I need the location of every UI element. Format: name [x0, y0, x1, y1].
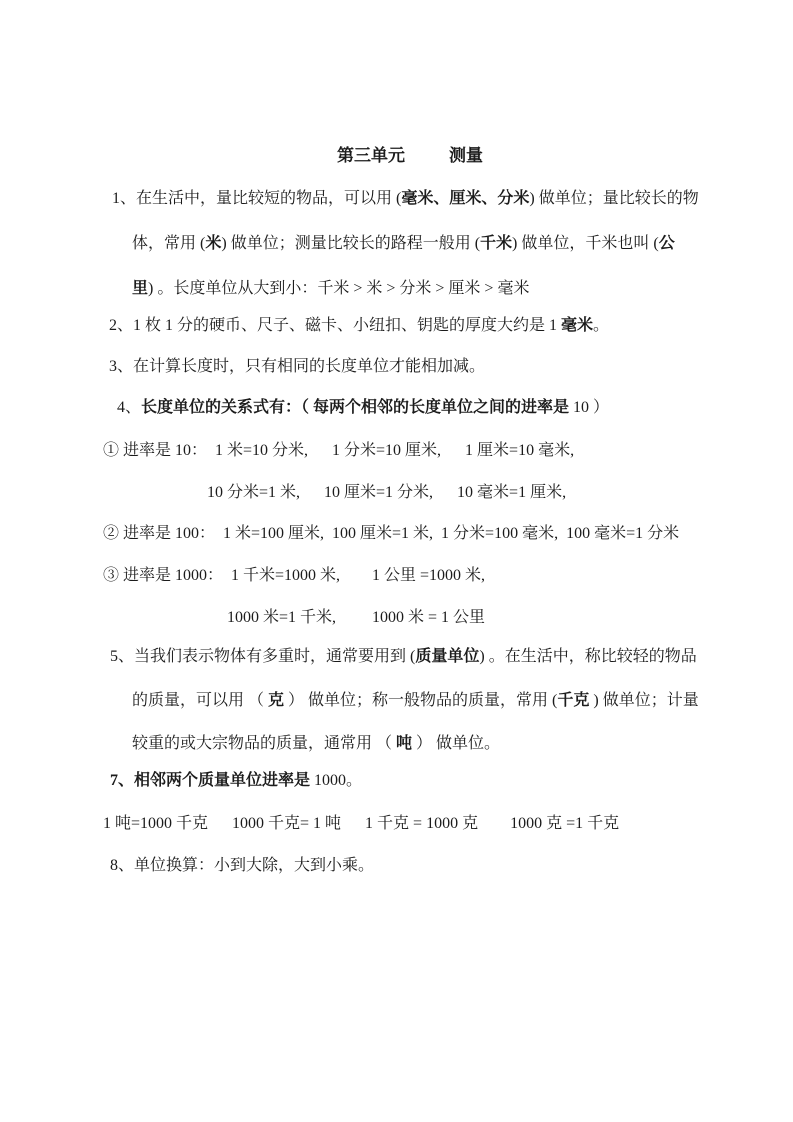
- page-title-unit: 第三单元: [337, 146, 405, 165]
- text-segment: ) 。在生活中，称比较轻的物品: [479, 648, 697, 665]
- text-segment: ) 做单位；量比较长的物: [529, 190, 699, 207]
- text-segment: ① 进率是 10： 1 米=10 分米, 1 分米=10 厘米, 1 厘米=10 毫米,: [103, 442, 575, 459]
- page-title-subject: 测量: [449, 146, 483, 165]
- text-segment: 10 ）: [573, 399, 610, 416]
- text-segment: ) 做单位，千米也叫 (: [512, 235, 659, 252]
- line-item1-part2: [132, 234, 675, 254]
- text-segment-bold: 里: [132, 280, 149, 297]
- text-segment: 3、在计算长度时，只有相同的长度单位才能相加减。: [109, 358, 486, 375]
- text-segment: 。: [593, 317, 610, 334]
- line-item4: [117, 398, 609, 418]
- text-segment: ③ 进率是 1000： 1 千米=1000 米, 1 公里 =1000 米,: [103, 567, 486, 584]
- text-segment: ② 进率是 100： 1 米=100 厘米, 100 厘米=1 米, 1 分米=100 毫米, 100 毫米=1 分米: [103, 525, 680, 542]
- text-segment: ） 做单位；称一般物品的质量，常用 (: [284, 692, 558, 709]
- text-segment-bold: 公: [658, 235, 675, 252]
- text-segment: 4、: [117, 399, 142, 416]
- text-segment-bold: 毫米、厘米、分米: [401, 190, 530, 207]
- line-item5-part1: [110, 647, 697, 667]
- text-segment: 2、1 枚 1 分的硬币、尺子、磁卡、小纽扣、钥匙的厚度大约是 1: [109, 317, 562, 334]
- text-segment: 10 分米=1 米, 10 厘米=1 分米, 10 毫米=1 厘米,: [207, 484, 567, 501]
- text-segment-bold: 吨: [396, 735, 413, 752]
- text-segment-bold: 千米: [480, 235, 513, 252]
- text-segment: ） 做单位。: [412, 735, 501, 752]
- line-item5-part3: [132, 734, 500, 754]
- text-segment: ) 做单位；测量比较长的路程一般用 (: [221, 235, 481, 252]
- line-item7: [110, 771, 362, 791]
- line-rate1000-part2: [227, 608, 485, 628]
- line-mass-conversions: [103, 814, 619, 834]
- line-item1-part1: [112, 189, 699, 209]
- text-segment-bold: 千克: [557, 692, 590, 709]
- line-item1-part3: [132, 279, 529, 299]
- line-rate100: [103, 524, 679, 544]
- text-segment-bold: 质量单位: [415, 648, 480, 665]
- text-segment-bold: 克: [268, 692, 285, 709]
- text-segment-bold: 长度单位的关系式有：（ 每两个相邻的长度单位之间的进率是: [141, 399, 574, 416]
- line-rate1000-part1: [103, 566, 485, 586]
- text-segment: 体，常用 (: [132, 235, 206, 252]
- line-item5-part2: [132, 691, 699, 711]
- text-segment: ) 做单位；计量: [589, 692, 699, 709]
- text-segment: 5、当我们表示物体有多重时，通常要用到 (: [110, 648, 416, 665]
- text-segment: 较重的或大宗物品的质量，通常用 （: [132, 735, 397, 752]
- text-segment: 的质量，可以用 （: [132, 692, 269, 709]
- line-item3: [109, 357, 485, 377]
- line-rate10-part1: [103, 441, 574, 461]
- text-segment: 1000 米=1 千米, 1000 米 = 1 公里: [227, 609, 486, 626]
- text-segment: 1000。: [314, 772, 363, 789]
- text-segment-bold: 7、相邻两个质量单位进率是: [110, 772, 315, 789]
- line-rate10-part2: [207, 483, 566, 503]
- line-item8: [110, 856, 374, 876]
- text-segment-bold: 毫米: [561, 317, 594, 334]
- text-segment: 1、在生活中，量比较短的物品，可以用 (: [112, 190, 402, 207]
- page-title: [337, 146, 483, 166]
- text-segment: ) 。长度单位从大到小：千米 > 米 > 分米 > 厘米 > 毫米: [148, 280, 530, 297]
- line-item2: [109, 316, 609, 336]
- text-segment: 8、单位换算：小到大除，大到小乘。: [110, 857, 375, 874]
- text-segment-bold: 米: [205, 235, 222, 252]
- text-segment: 1 吨=1000 千克 1000 千克= 1 吨 1 千克 = 1000 克 1000 克 =1 千克: [103, 815, 620, 832]
